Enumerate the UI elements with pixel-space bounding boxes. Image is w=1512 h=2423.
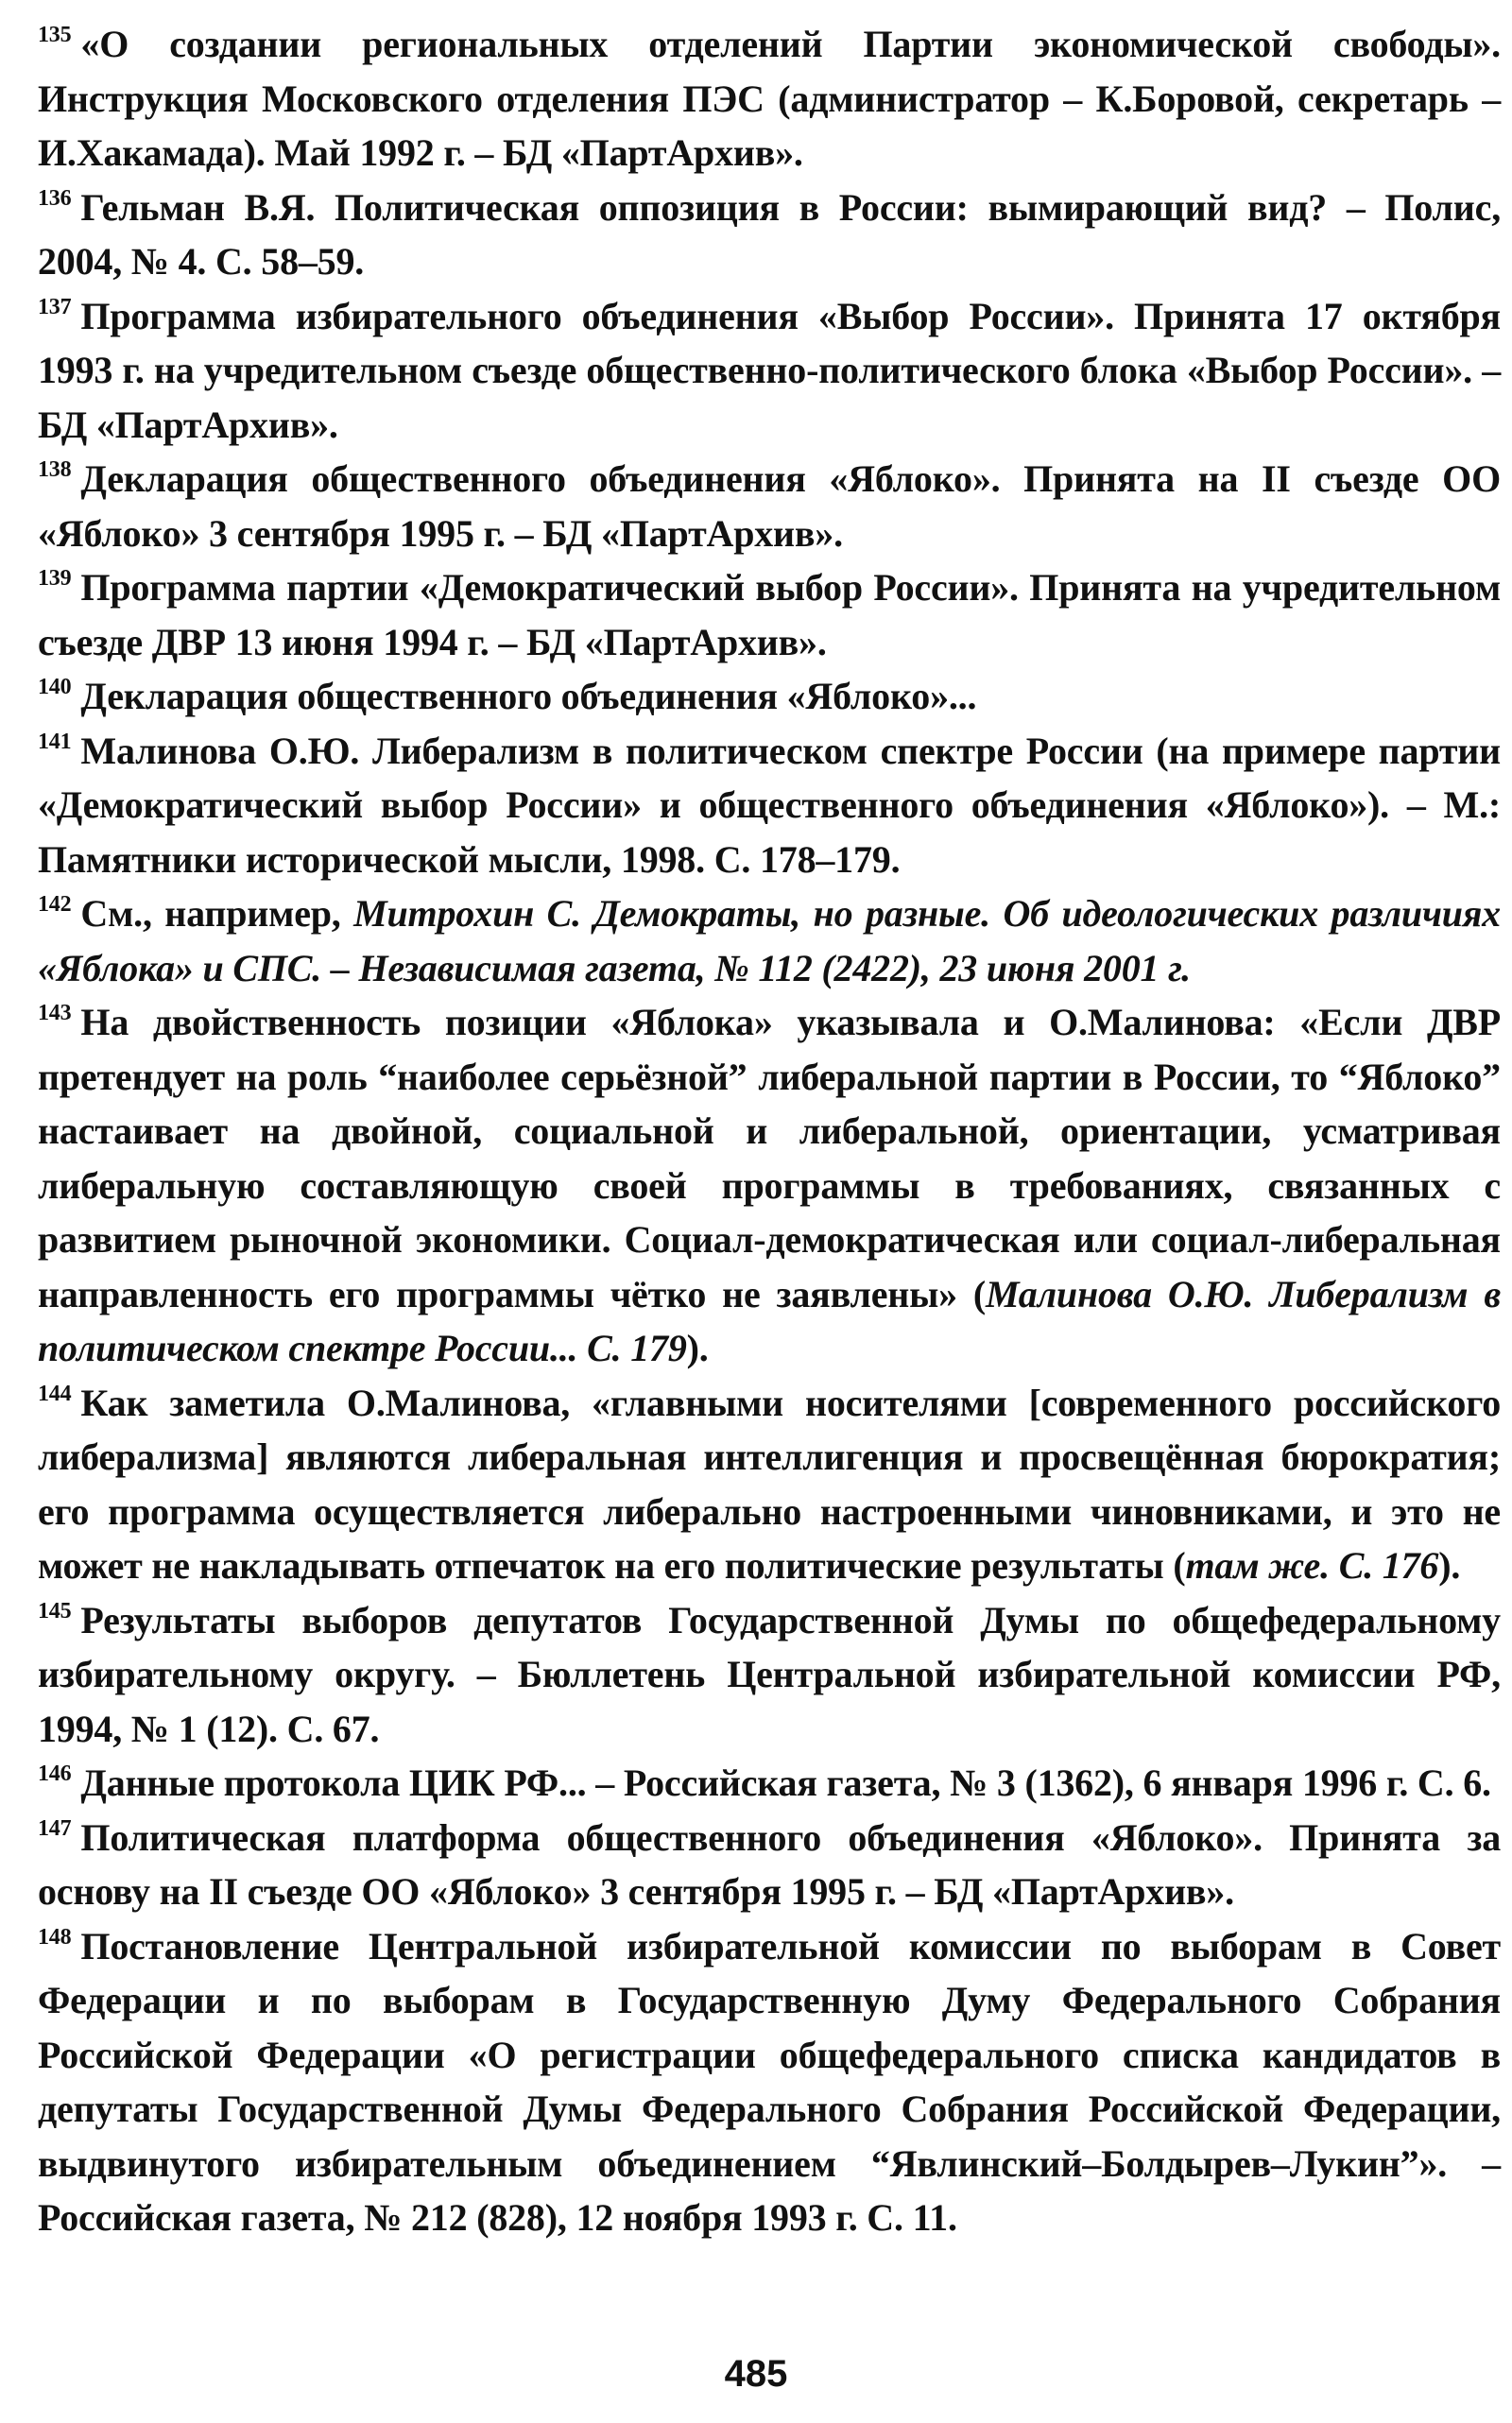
footnote-number: 135 [38, 23, 72, 47]
footnote-italic-citation: там же. С. 176 [1185, 1544, 1439, 1587]
footnote-text: Малинова О.Ю. Либерализм в политическом спектре России (на примере партии «Демократический выбор России» и общественного объединения «Яблоко»). – М.: Памятники исторической мысли, 1998. С. 178–179. [38, 729, 1501, 881]
footnote-144 [38, 1376, 1501, 1593]
footnotes-block [38, 17, 1501, 2245]
footnote-142 [38, 886, 1501, 995]
footnote-text: Программа избирательного объединения «Выбор России». Принята 17 октября 1993 г. на учредительном съезде общественно-политического блока «Выбор России». – БД «ПартАрхив». [38, 294, 1501, 446]
page-number: 485 [724, 2353, 788, 2395]
footnote-141 [38, 724, 1501, 887]
footnote-number: 144 [38, 1381, 72, 1406]
footnote-italic-citation: Митрохин С. Демократы, но разные. Об идеологических различиях «Яблока» и СПС. – Независимая газета, № 112 (2422), 23 июня 2001 г. [38, 892, 1501, 989]
footnote-number: 136 [38, 185, 72, 211]
footnote-148 [38, 1919, 1501, 2245]
footnote-139 [38, 560, 1501, 669]
footnote-text: На двойственность позиции «Яблока» указывала и О.Малинова: «Если ДВР претендует на роль “наиболее серьёзной” либеральной партии в России, то “Яблоко” настаивает на двойной, социальной и либеральной, ориентации, усматривая либеральную составляющую своей программы в требованиях, связанных с развитием рыночной экономики. Социал-демократическая или социал-либеральная направленность его программы чётко не заявлены» ( [38, 1001, 1501, 1315]
footnote-text: Декларация общественного объединения «Яблоко». Принята на II съезде ОО «Яблоко» 3 сентября 1995 г. – БД «ПартАрхив». [38, 457, 1501, 555]
footnote-number: 142 [38, 892, 72, 917]
footnote-number: 138 [38, 457, 72, 482]
footnote-number: 140 [38, 675, 72, 699]
footnote-italic-citation: Малинова О.Ю. Либерализм в политическом спектре России... С. 179 [38, 1272, 1501, 1369]
footnote-text: Результаты выборов депутатов Государственной Думы по общефедеральному избирательному округу. – Бюллетень Центральной избирательной комиссии РФ, 1994, № 1 (12). С. 67. [38, 1598, 1501, 1750]
footnote-text: Политическая платформа общественного объединения «Яблоко». Принята за основу на II съезде ОО «Яблоко» 3 сентября 1995 г. – БД «ПартАрхив». [38, 1815, 1501, 1913]
footnote-143 [38, 995, 1501, 1376]
footnote-text: Как заметила О.Малинова, «главными носителями [современного российского либерализма] являются либеральная интеллигенция и просвещённая бюрократия; его программа осуществляется либерально настроенными чиновниками, и это не может не накладывать отпечаток на его политические результаты ( [38, 1381, 1501, 1587]
footnote-text-tail: ). [686, 1327, 709, 1369]
footnote-number: 137 [38, 294, 72, 319]
footnote-text: См., например, [80, 892, 354, 935]
footnote-number: 146 [38, 1761, 72, 1786]
footnote-138 [38, 452, 1501, 560]
footnote-number: 145 [38, 1598, 72, 1624]
footnote-137 [38, 289, 1501, 453]
footnote-number: 147 [38, 1815, 72, 1841]
footnote-text: Программа партии «Демократический выбор России». Принята на учредительном съезде ДВР 13 июня 1994 г. – БД «ПартАрхив». [38, 566, 1501, 663]
footnote-140 [38, 669, 1501, 724]
footnote-145 [38, 1593, 1501, 1757]
footnote-text-tail: ). [1438, 1544, 1461, 1587]
footnote-number: 148 [38, 1924, 72, 1950]
footnote-text: Постановление Центральной избирательной комиссии по выборам в Совет Федерации и по выборам в Государственную Думу Федерального Собрания Российской Федерации «О регистрации общефедерального списка кандидатов в депутаты Государственной Думы Федерального Собрания Российской Федерации, выдвинутого избирательным объединением “Явлинский–Болдырев–Лукин”». – Российская газета, № 212 (828), 12 ноября 1993 г. С. 11. [38, 1924, 1501, 2239]
footnote-text: Данные протокола ЦИК РФ... – Российская газета, № 3 (1362), 6 января 1996 г. С. 6. [80, 1761, 1491, 1804]
footnote-number: 143 [38, 1001, 72, 1025]
footnote-146 [38, 1756, 1501, 1811]
footnote-text: «О создании региональных отделений Партии экономической свободы». Инструкция Московского отделения ПЭС (администратор – К.Боровой, секретарь – И.Хакамада). Май 1992 г. – БД «ПартАрхив». [38, 23, 1501, 174]
footnote-text: Декларация общественного объединения «Яблоко»... [80, 675, 977, 717]
footnote-136 [38, 180, 1501, 289]
footnote-number: 139 [38, 566, 72, 591]
footnote-text: Гельман В.Я. Политическая оппозиция в России: вымирающий вид? – Полис, 2004, № 4. С. 58–59. [38, 185, 1501, 283]
footnote-135 [38, 17, 1501, 180]
footnote-number: 141 [38, 729, 72, 754]
footnote-147 [38, 1811, 1501, 1919]
